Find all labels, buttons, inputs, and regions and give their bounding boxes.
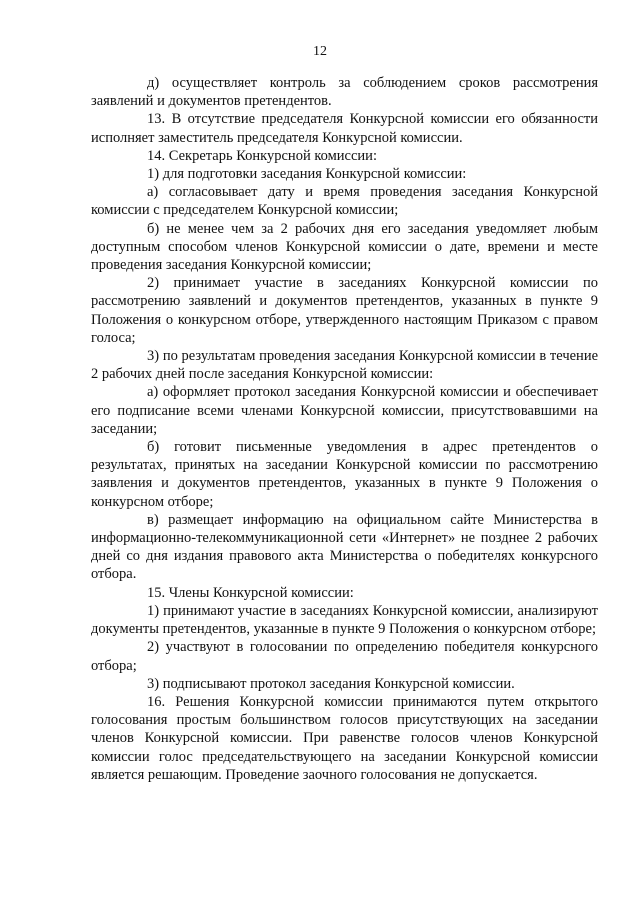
paragraph-text: готовит письменные уведомления в адрес претендентов о результатах, принятых на заседании Конкурсной комиссии по рассмотрению заявления и документов претендентов, указанных в пункте 9 Положения о конкурсном отборе; xyxy=(91,439,598,510)
paragraph-marker: 14. xyxy=(147,147,166,164)
paragraph-marker: 3) xyxy=(147,675,160,692)
paragraph-marker: 1) xyxy=(147,166,160,183)
paragraph-marker: 2) xyxy=(147,639,160,656)
paragraph-text: участвуют в голосовании по определению победителя конкурсного отбора; xyxy=(91,639,599,674)
paragraph-14-3-b-notifications xyxy=(91,438,598,511)
paragraph-marker: а) xyxy=(147,184,159,201)
paragraph-marker: 3) xyxy=(147,348,160,365)
page-number: 12 xyxy=(313,44,327,59)
paragraph-marker: 13. xyxy=(147,111,166,128)
paragraph-15-2-vote xyxy=(91,638,598,674)
paragraph-text: Решения Конкурсной комиссии принимаются путем открытого голосования простым большинством голосов присутствующих на заседании членов Конкурсной комиссии. При равенстве голосов членов Конкурсной комиссии голос председательствующего на заседании Конкурсной комиссии является решающим. Проведение заочного голосования не допускается. xyxy=(91,693,598,783)
paragraph-text: не менее чем за 2 рабочих дня его заседания уведомляет любым доступным способом членов Конкурсной комиссии о дате, времени и месте проведения заседания Конкурсной комиссии; xyxy=(91,220,598,274)
paragraph-text: Члены Конкурсной комиссии: xyxy=(168,584,354,601)
paragraph-15-members xyxy=(91,584,598,602)
paragraph-marker: в) xyxy=(147,511,159,528)
paragraph-text: осуществляет контроль за соблюдением сроков рассмотрения заявлений и документов претендентов. xyxy=(91,75,599,110)
paragraph-d-control xyxy=(91,74,598,110)
paragraph-14-1-preparation xyxy=(91,165,598,183)
paragraph-14-3-results xyxy=(91,347,598,383)
paragraph-marker: д) xyxy=(147,75,160,91)
paragraph-marker: 16. xyxy=(147,693,166,710)
paragraph-15-1-participate xyxy=(91,602,598,638)
paragraph-text: согласовывает дату и время проведения заседания Конкурсной комиссии с председателем Конкурсной комиссии; xyxy=(91,184,598,219)
paragraph-marker: б) xyxy=(147,220,160,237)
paragraph-text: по результатам проведения заседания Конкурсной комиссии в течение 2 рабочих дней после заседания Конкурсной комиссии: xyxy=(91,348,599,383)
paragraph-14-3-v-publish xyxy=(91,511,598,584)
paragraph-text: размещает информацию на официальном сайте Министерства в информационно-телекоммуникационной сети «Интернет» не позднее 2 рабочих дней со дня издания правового акта Министерства о победителях конкурсного отбора. xyxy=(91,511,598,583)
paragraph-text: Секретарь Конкурсной комиссии: xyxy=(168,147,377,164)
paragraph-14-2-participate xyxy=(91,274,598,347)
paragraph-text: для подготовки заседания Конкурсной комиссии: xyxy=(162,166,467,183)
paragraph-marker: 15. xyxy=(147,584,166,601)
paragraph-text: принимает участие в заседаниях Конкурсной комиссии по рассмотрению заявлений и документов претендентов, указанных в пункте 9 Положения о конкурсном отборе, утвержденного настоящим Приказом с правом голоса; xyxy=(91,275,599,346)
paragraph-14-3-a-protocol xyxy=(91,383,598,438)
paragraph-text: В отсутствие председателя Конкурсной комиссии его обязанности исполняет заместитель председателя Конкурсной комиссии. xyxy=(91,111,598,146)
document-body xyxy=(91,74,598,784)
paragraph-text: принимают участие в заседаниях Конкурсной комиссии, анализируют документы претендентов, указанные в пункте 9 Положения о конкурсном отборе; xyxy=(91,602,598,638)
paragraph-marker: б) xyxy=(147,439,160,456)
paragraph-text: оформляет протокол заседания Конкурсной комиссии и обеспечивает его подписание всеми членами Конкурсной комиссии, присутствовавшими на заседании; xyxy=(91,384,598,437)
paragraph-marker: 1) xyxy=(147,602,160,619)
paragraph-16-decisions xyxy=(91,693,598,784)
paragraph-14-secretary xyxy=(91,147,598,165)
paragraph-14-1-a-agree-date xyxy=(91,183,598,219)
paragraph-marker: а) xyxy=(147,384,159,401)
paragraph-14-1-b-notify xyxy=(91,220,598,275)
paragraph-13-deputy xyxy=(91,110,598,146)
paragraph-marker: 2) xyxy=(147,275,160,292)
paragraph-text: подписывают протокол заседания Конкурсной комиссии. xyxy=(162,675,515,692)
paragraph-15-3-sign xyxy=(91,675,598,693)
